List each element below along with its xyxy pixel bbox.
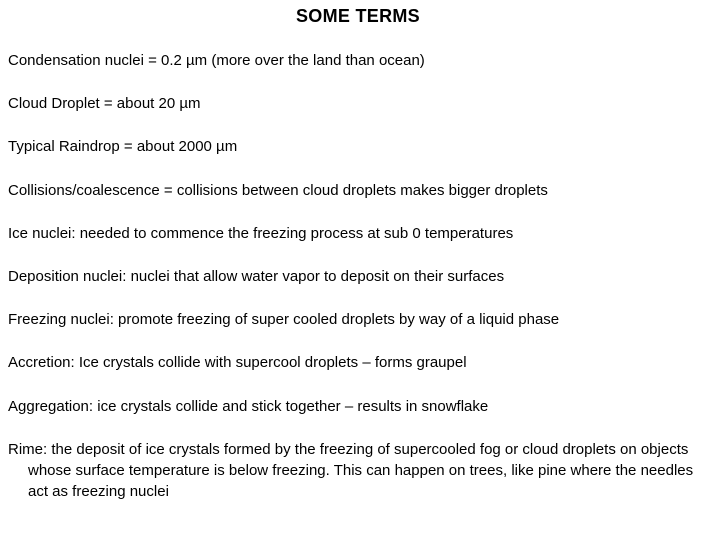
slide-title: SOME TERMS <box>295 6 420 26</box>
term-ice-nuclei: Ice nuclei: needed to commence the freezing process at sub 0 temperatures <box>8 225 514 242</box>
term-accretion: Accretion: Ice crystals collide with supercool droplets – forms graupel <box>8 354 467 371</box>
term-condensation-nuclei: Condensation nuclei = 0.2 µm (more over the land than ocean) <box>8 52 425 69</box>
term-freezing-nuclei: Freezing nuclei: promote freezing of super cooled droplets by way of a liquid phase <box>8 311 560 328</box>
term-cloud-droplet: Cloud Droplet = about 20 µm <box>8 95 201 112</box>
term-rime: Rime: the deposit of ice crystals formed by the freezing of supercooled fog or cloud droplets on objects whose surface temperature is below freezing. This can happen on trees, like pine where the needles act as freezing nuclei <box>8 441 694 500</box>
term-collisions-coalescence: Collisions/coalescence = collisions between cloud droplets makes bigger droplets <box>8 182 548 199</box>
term-deposition-nuclei: Deposition nuclei: nuclei that allow water vapor to deposit on their surfaces <box>8 268 505 285</box>
term-aggregation: Aggregation: ice crystals collide and stick together – results in snowflake <box>8 398 489 415</box>
term-typical-raindrop: Typical Raindrop = about 2000 µm <box>8 138 238 155</box>
